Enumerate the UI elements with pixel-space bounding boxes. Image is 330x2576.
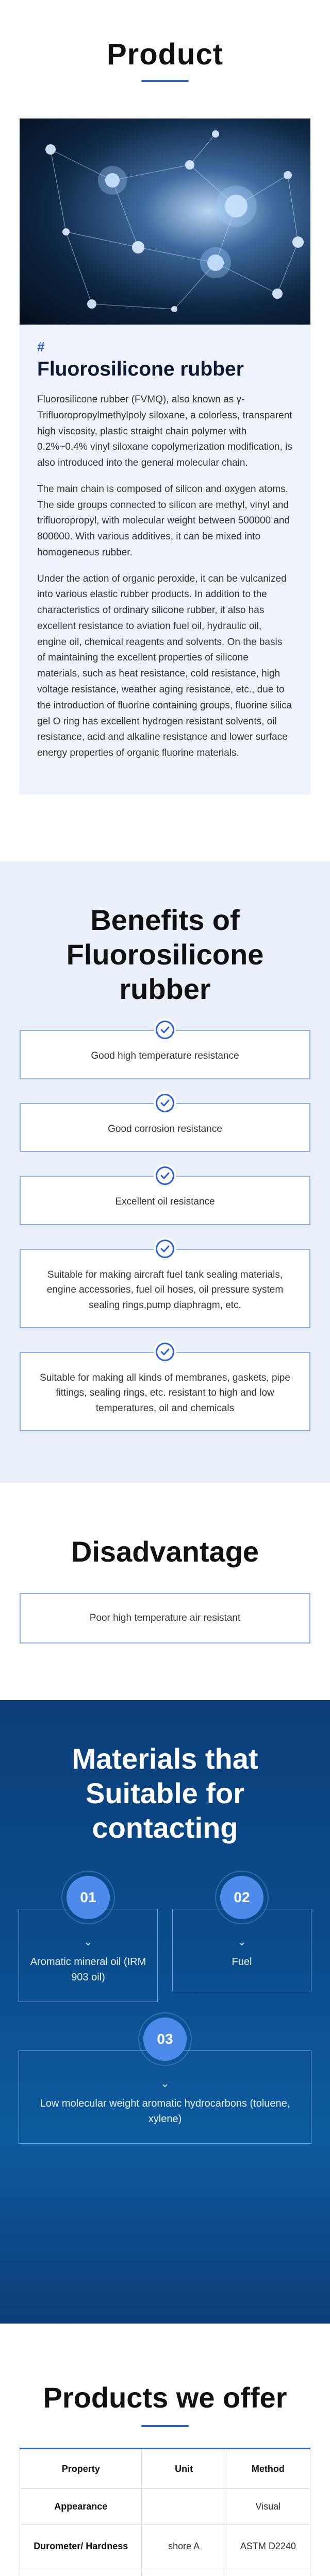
contacting-item (19, 1876, 158, 2002)
chevron-down-icon: ⌄ (83, 1935, 93, 1948)
table-cell (20, 2568, 142, 2576)
contacting-section (0, 1700, 330, 2324)
intro-paragraph: Under the action of organic peroxide, it can be vulcanized into various elastic rubber products. In addition to the characteristics of ordinary silicone rubber, it also has excellent resistance to aviation fuel oil, hydraulic oil, engine oil, chemical reagents and solvents. On the basis of maintaining the excellent properties of silicone materials, such as heat resistance, cold resistance, high voltage resistance, weather aging resistance, etc., due to the introduction of fluorine containing groups, fluorine silica gel O ring has excellent hydrogen resistant solvents, oil resistance, acid and alkaline resistance and lower surface energy properties of organic fluorine materials. (37, 573, 292, 759)
benefit-item (20, 1352, 310, 1431)
benefit-text: Excellent oil resistance (20, 1176, 310, 1225)
table-cell: ASTM D2240 (226, 2524, 310, 2568)
benefit-item (20, 1249, 310, 1328)
table-cell (226, 2568, 310, 2576)
disadvantage-item: Poor high temperature air resistant (20, 1593, 310, 1643)
property-method-table (20, 2448, 310, 2576)
benefit-text: Good high temperature resistance (20, 1030, 310, 1079)
molecule-network-illustration (20, 118, 310, 325)
page-title: Product (106, 37, 224, 71)
products-section (0, 2324, 330, 2576)
table-cell: Visual (226, 2488, 310, 2524)
intro-paragraph: The main chain is composed of silicon and oxygen atoms. The side groups connected to silicon are methyl, vinyl and trifluoropropyl, with molecular weight between 500000 and 800000. With various additives, it can be mixed into homogeneous rubber. (37, 483, 290, 558)
number-badge: 03 (143, 2018, 187, 2061)
title-underline (141, 2425, 189, 2427)
intro-heading: Fluorosilicone rubber (37, 358, 244, 380)
table-header-row (20, 2448, 310, 2488)
benefit-item (20, 1176, 310, 1225)
contacting-item (172, 1876, 311, 2002)
chevron-down-icon: ⌄ (237, 1935, 247, 1948)
check-circle-icon (154, 1164, 176, 1187)
benefit-text: Good corrosion resistance (20, 1103, 310, 1152)
table-row (20, 2568, 310, 2576)
contacting-text: Fuel (232, 1956, 252, 1968)
contacting-text: Aromatic mineral oil (IRM 903 oil) (30, 1956, 146, 1984)
chevron-down-icon: ⌄ (160, 2077, 170, 2090)
table-cell: shore A (142, 2524, 226, 2568)
page-header (0, 0, 330, 118)
disadvantage-title: Disadvantage (71, 1535, 259, 1568)
table-cell: Appearance (20, 2488, 142, 2524)
contacting-item (19, 2018, 311, 2144)
title-underline (141, 80, 189, 82)
table-cell (142, 2488, 226, 2524)
column-header: Property (20, 2448, 142, 2488)
benefits-title: Benefits of Fluorosilicone rubber (66, 903, 264, 1006)
intro-section (20, 118, 310, 794)
hash-marker: # (37, 339, 45, 354)
column-header: Method (226, 2448, 310, 2488)
check-circle-icon (154, 1341, 176, 1363)
benefit-item (20, 1103, 310, 1152)
check-circle-icon (154, 1238, 176, 1260)
number-badge: 02 (220, 1876, 263, 1919)
benefit-text: Suitable for making aircraft fuel tank sealing materials, engine accessories, fuel oil hoses, oil pressure system sealing rings,pump diaphragm, etc. (20, 1249, 310, 1328)
table-row (20, 2524, 310, 2568)
disadvantage-section (0, 1483, 330, 1700)
table-cell (142, 2568, 226, 2576)
products-title: Products we offer (43, 2381, 287, 2414)
molecule-hero-image (20, 118, 310, 325)
column-header: Unit (142, 2448, 226, 2488)
benefit-item (20, 1030, 310, 1079)
benefit-text: Suitable for making all kinds of membranes, gaskets, pipe fittings, sealing rings, etc. resistant to high and low temperatures, oil and chemicals (20, 1352, 310, 1431)
intro-paragraph: Fluorosilicone rubber (FVMQ), also known as γ-Trifluoropropylmethylpoly siloxane, a colorless, transparent high viscosity, plastic straight chain polymer with 0.2%~0.4% vinyl siloxane copolymerization modification, is also introduced into the general molecular chain. (37, 394, 292, 469)
intro-text-panel (20, 325, 310, 794)
number-badge: 01 (67, 1876, 110, 1919)
benefits-section (0, 861, 330, 1483)
check-circle-icon (154, 1092, 176, 1114)
table-row (20, 2488, 310, 2524)
table-cell: Durometer/ Hardness (20, 2524, 142, 2568)
contacting-text: Low molecular weight aromatic hydrocarbons (toluene, xylene) (40, 2098, 290, 2125)
contacting-title: Materials that Suitable for contacting (72, 1742, 258, 1844)
contacting-row (0, 1876, 330, 2002)
